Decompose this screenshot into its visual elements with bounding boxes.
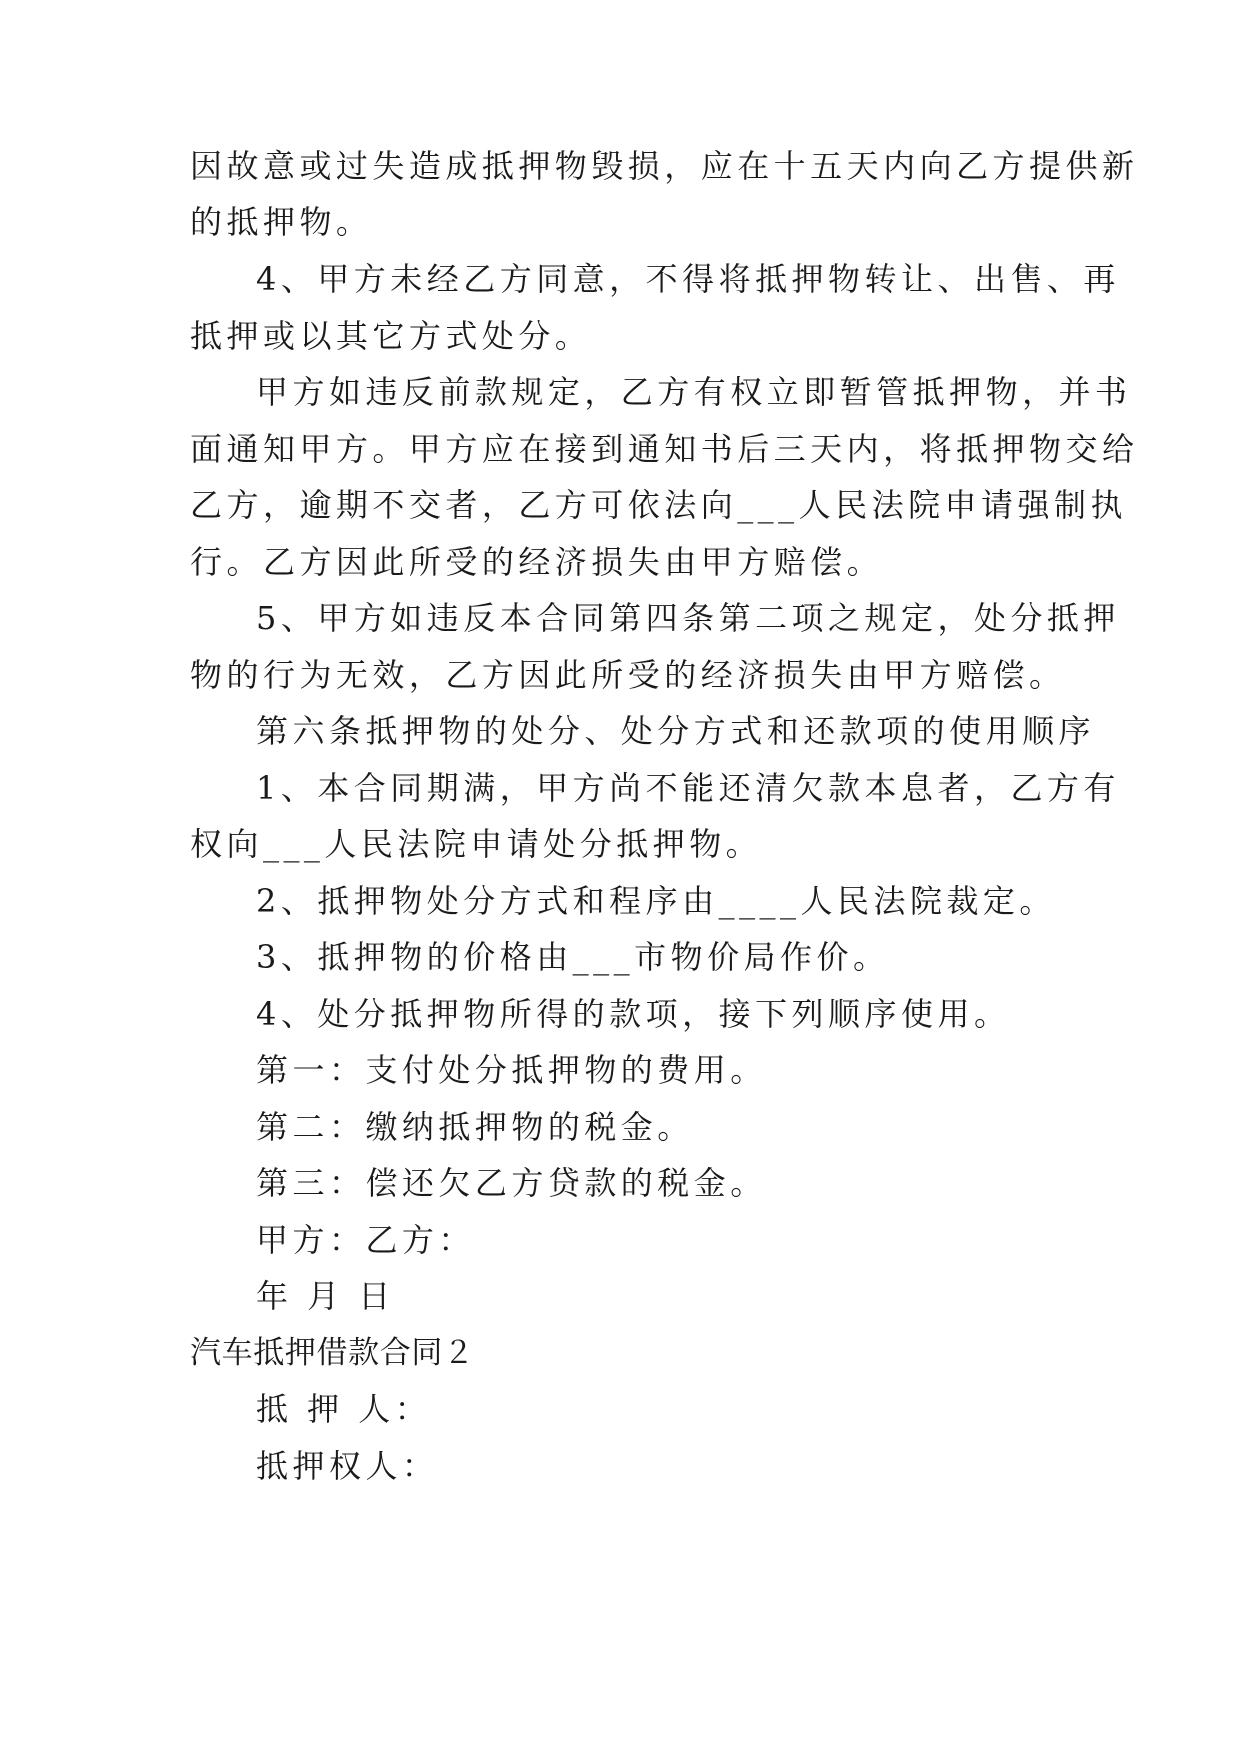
mortgagee-label: 抵押权人： <box>256 1447 439 1485</box>
paragraph-line: 第二：缴纳抵押物的税金。 <box>256 1108 694 1146</box>
signature-date: 年 月 日 <box>256 1277 395 1315</box>
paragraph-line: 物的行为无效，乙方因此所受的经济损失由甲方赔偿。 <box>190 656 1066 694</box>
paragraph-line: 甲方如违反前款规定，乙方有权立即暂管抵押物，并书 <box>256 373 1132 411</box>
paragraph-line: 2、抵押物处分方式和程序由____人民法院裁定。 <box>256 882 1056 920</box>
paragraph-line: 5、甲方如违反本合同第四条第二项之规定，处分抵押 <box>256 599 1120 637</box>
paragraph-line: 4、甲方未经乙方同意，不得将抵押物转让、出售、再 <box>256 260 1120 298</box>
paragraph-line: 1、本合同期满，甲方尚不能还清欠款本息者，乙方有 <box>256 769 1120 807</box>
paragraph-line: 3、抵押物的价格由___市物价局作价。 <box>256 938 890 976</box>
paragraph-line: 乙方，逾期不交者，乙方可依法向___人民法院申请强制执 <box>190 486 1127 524</box>
paragraph-line: 权向___人民法院申请处分抵押物。 <box>190 825 763 863</box>
paragraph-line: 行。乙方因此所受的经济损失由甲方赔偿。 <box>190 543 884 581</box>
paragraph-line: 4、处分抵押物所得的款项，接下列顺序使用。 <box>256 995 1011 1033</box>
section-heading: 第六条抵押物的处分、处分方式和还款项的使用顺序 <box>256 712 1096 750</box>
signature-parties: 甲方：乙方： <box>256 1221 475 1259</box>
paragraph-line: 因故意或过失造成抵押物毁损，应在十五天内向乙方提供新 <box>190 147 1139 185</box>
paragraph-line: 的抵押物。 <box>190 203 373 241</box>
paragraph-line: 抵押或以其它方式处分。 <box>190 317 592 355</box>
paragraph-line: 面通知甲方。甲方应在接到通知书后三天内，将抵押物交给 <box>190 430 1139 468</box>
paragraph-line: 第一：支付处分抵押物的费用。 <box>256 1051 767 1089</box>
paragraph-line: 第三：偿还欠乙方贷款的税金。 <box>256 1164 767 1202</box>
contract-title: 汽车抵押借款合同２ <box>190 1335 475 1371</box>
mortgagor-label: 抵 押 人： <box>256 1390 432 1428</box>
